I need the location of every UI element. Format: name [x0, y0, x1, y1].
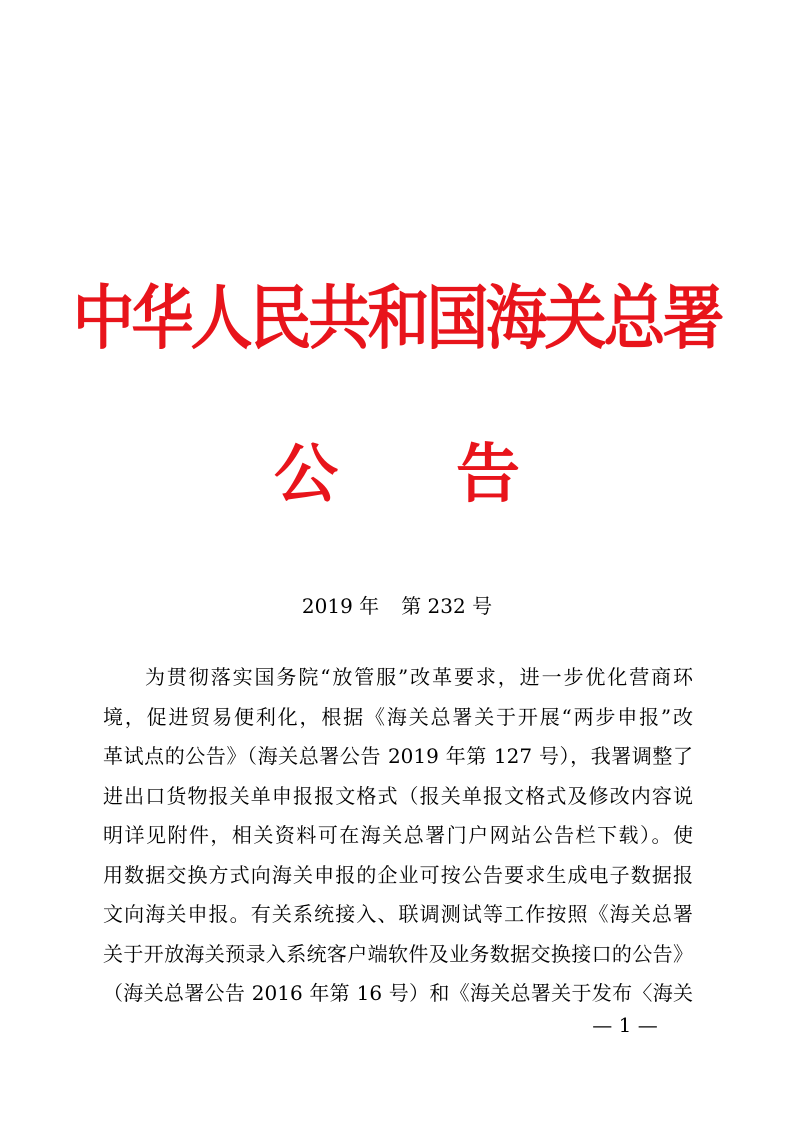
body-line: 革试点的公告》（海关总署公告 2019 年第 127 号），我署调整了	[103, 744, 693, 768]
body-line: 关于开放海关预录入系统客户端软件及业务数据交换接口的公告》	[103, 941, 693, 966]
body-line: 用数据交换方式向海关申报的企业可按公告要求生成电子数据报	[103, 862, 693, 887]
body-line: 进出口货物报关单申报报文格式（报关单报文格式及修改内容说	[103, 783, 693, 808]
document-serial: 第 232 号	[401, 594, 493, 618]
document-number	[0, 590, 794, 622]
document-type-char-2: 告	[456, 438, 520, 512]
announcement-body	[103, 658, 693, 1014]
body-line: 为贯彻落实国务院“放管服”改革要求，进一步优化营商环	[145, 665, 693, 689]
body-line: （海关总署公告 2016 年第 16 号）和《海关总署关于发布〈海关	[103, 981, 693, 1005]
page-number: — 1 —	[592, 1013, 658, 1037]
document-type-char-1: 公	[274, 438, 338, 512]
agency-title: 中华人民共和国海关总署	[72, 276, 722, 359]
document-year: 2019 年	[301, 594, 380, 618]
body-line: 明详见附件，相关资料可在海关总署门户网站公告栏下载）。使	[103, 823, 693, 847]
body-line: 文向海关申报。有关系统接入、联调测试等工作按照《海关总署	[103, 902, 693, 926]
body-line: 境，促进贸易便利化，根据《海关总署关于开展“两步申报”改	[103, 704, 693, 729]
document-type-heading	[0, 425, 794, 525]
